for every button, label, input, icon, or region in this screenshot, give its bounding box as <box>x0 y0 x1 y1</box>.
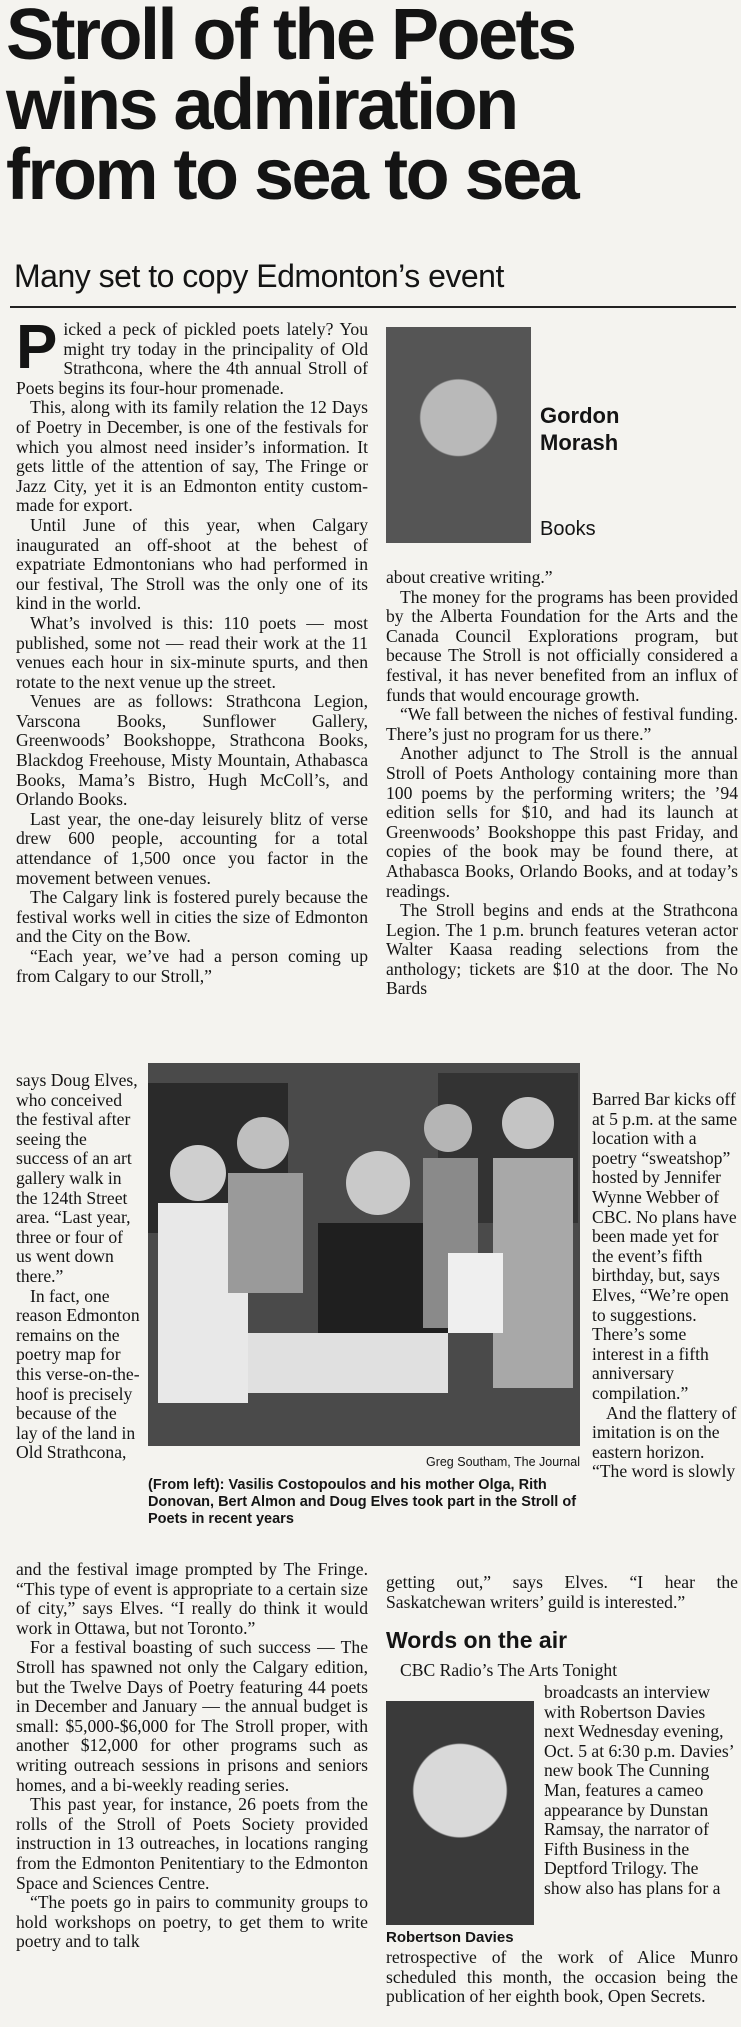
column-right-narrow <box>592 1090 738 1482</box>
paragraph: says Doug Elves, who conceived the festival after seeing the success of an art gallery walk in the 124th Street area. “Last year, three or four of us went down there.” <box>16 1070 138 1286</box>
photo-credit: Greg Southam, The Journal <box>425 1455 580 1469</box>
group-photo-image <box>148 1063 580 1446</box>
dropcap: P <box>16 313 58 382</box>
photo-caption: (From left): Vasilis Costopoulos and his mother Olga, Rith Donovan, Bert Almon and Doug Elves took part in the Stroll of Poets in recent years <box>148 1477 577 1527</box>
column-left-upper <box>16 313 368 986</box>
deck: Many set to copy Edmonton’s event <box>14 258 504 294</box>
column-right-after-photo <box>386 1573 738 1612</box>
paragraph: What’s involved is this: 110 poets — most published, some not — read their work at the 11 venues each hour in six-minute spurts, and then rotate to the next venue up the street. <box>16 612 368 692</box>
subhead: Words on the air <box>386 1627 568 1653</box>
paragraph: “Each year, we’ve had a person coming up from Calgary to our Stroll,” <box>16 946 368 986</box>
column-right-upper <box>386 568 738 999</box>
davies-caption: Robertson Davies <box>386 1929 514 1946</box>
davies-photo <box>386 1701 534 1925</box>
air-end <box>386 1948 738 2007</box>
group-photo <box>148 1063 580 1446</box>
paragraph: Until June of this year, when Calgary inaugurated an off-shoot at the behest of expatriate Edmontonians who had performed in our festival, The Stroll was the only one of its kind in the world. <box>16 514 368 614</box>
paragraph: The money for the programs has been provided by the Alberta Foundation for the Arts and the Canada Council Explorations program, but because The Stroll is not officially considered a festival, it has never benefited from an influx of funds that would encourage growth. <box>386 586 738 705</box>
air-narrow <box>544 1683 738 1899</box>
paragraph: Last year, the one-day leisurely blitz of verse drew 600 people, accounting for a total attendance of 1,500 once you factor in the movement between venues. <box>16 808 368 888</box>
author-name: Gordon Morash <box>540 403 620 455</box>
paragraph: This, along with its family relation the 12 Days of Poetry in December, is one of the festivals for which you almost need insider’s information. It gets little of the attention of say, The Fringe or Jazz City, yet it is an Edmonton entity custom-made for export. <box>16 397 368 516</box>
paragraph: Barred Bar kicks off at 5 p.m. at the same location with a poetry “sweatshop” hosted by Jennifer Wynne Webber of CBC. No plans have been made yet for the event’s fifth birthday, but, says Elves, “We’re open to suggestions. There’s some interest in a fifth anniversary compilation.” <box>592 1089 738 1403</box>
paragraph: And the flattery of imitation is on the eastern horizon. “The word is slowly <box>592 1402 737 1482</box>
paragraph: This past year, for instance, 26 poets from the rolls of the Stroll of Poets Society provided instruction in 13 outreaches, in locations ranging from the Edmonton Penitentiary to the Edmonton Space and Sciences Centre. <box>16 1794 368 1893</box>
paragraph: The Stroll begins and ends at the Strathcona Legion. The 1 p.m. brunch features veteran actor Walter Kaasa reading selections from the anthology; tickets are $10 at the door. The No Bards <box>386 900 738 999</box>
headline-line-1: Stroll of the Poets <box>6 0 575 75</box>
headline-line-3: from to sea to sea <box>6 135 578 215</box>
divider <box>10 306 736 308</box>
paragraph: “The poets go in pairs to community groups to hold workshops on poetry, to get them to write poetry and to talk <box>16 1892 368 1952</box>
headline <box>6 0 736 215</box>
paragraph: broadcasts an interview with Robertson Davies next Wednesday evening, Oct. 5 at 6:30 p.m. Davies’ new book The Cunning Man, features a cameo appearance by Dunstan Ramsay, the narrator of Fifth Business in the Deptford Trilogy. The show also has plans for a <box>544 1682 734 1898</box>
paragraph: and the festival image prompted by The Fringe. “This type of event is appropriate to a certain size of city,” says Elves. “I really do think it would work in Ottawa, but not Toronto.” <box>16 1559 368 1638</box>
paragraph: Venues are as follows: Strathcona Legion, Varscona Books, Sunflower Gallery, Greenwoods’ Bookshoppe, Strathcona Books, Blackdog Freehouse, Misty Mountain, Athabasca Books, Mama’s Bistro, Hugh McColl’s, and Orlando Books. <box>16 691 368 810</box>
air-lead <box>386 1661 738 1681</box>
author-photo <box>386 327 531 543</box>
paragraph: In fact, one reason Edmonton remains on the poetry map for this verse-on-the-hoof is precisely because of the lay of the land in Old Strathcona, <box>16 1285 140 1463</box>
paragraph: about creative writing.” <box>386 567 553 587</box>
section-label: Books <box>540 518 596 540</box>
paragraph: retrospective of the work of Alice Munro scheduled this month, the occasion being the publication of her eighth book, Open Secrets. <box>386 1947 738 2007</box>
paragraph: The Calgary link is fostered purely because the festival works well in cities the size of Edmonton and the City on the Bow. <box>16 887 368 947</box>
column-left-narrow <box>16 1071 140 1463</box>
paragraph: For a festival boasting of such success — The Stroll has spawned not only the Calgary edition, but the Twelve Days of Poetry featuring 44 poets in December and January — the annual budget is small: $5,000-$6,000 for The Stroll proper, with another $12,000 for other programs such as writing outreach sessions in prisons and seniors homes, and a bi-weekly reading series. <box>16 1637 368 1795</box>
column-left-lower <box>16 1560 368 1952</box>
paragraph: “We fall between the niches of festival funding. There’s just no program for us there.” <box>386 704 738 744</box>
lead-paragraph: Picked a peck of pickled poets lately? You might try today in the principality of Old Strathcona, where the 4th annual Stroll of Poets begins its four-hour promenade. <box>16 313 368 398</box>
headline-line-2: wins admiration <box>6 65 517 145</box>
paragraph: getting out,” says Elves. “I hear the Saskatchewan writers’ guild is interested.” <box>386 1572 738 1612</box>
paragraph: CBC Radio’s The Arts Tonight <box>400 1660 618 1680</box>
paragraph: Another adjunct to The Stroll is the annual Stroll of Poets Anthology containing more than 100 poems by the performing writers; the ’94 edition sells for $10, and had its launch at Greenwoods’ Bookshoppe this past Friday, and copies of the book may be found there, at Athabasca Books, Orlando Books, and at today’s readings. <box>386 743 738 901</box>
